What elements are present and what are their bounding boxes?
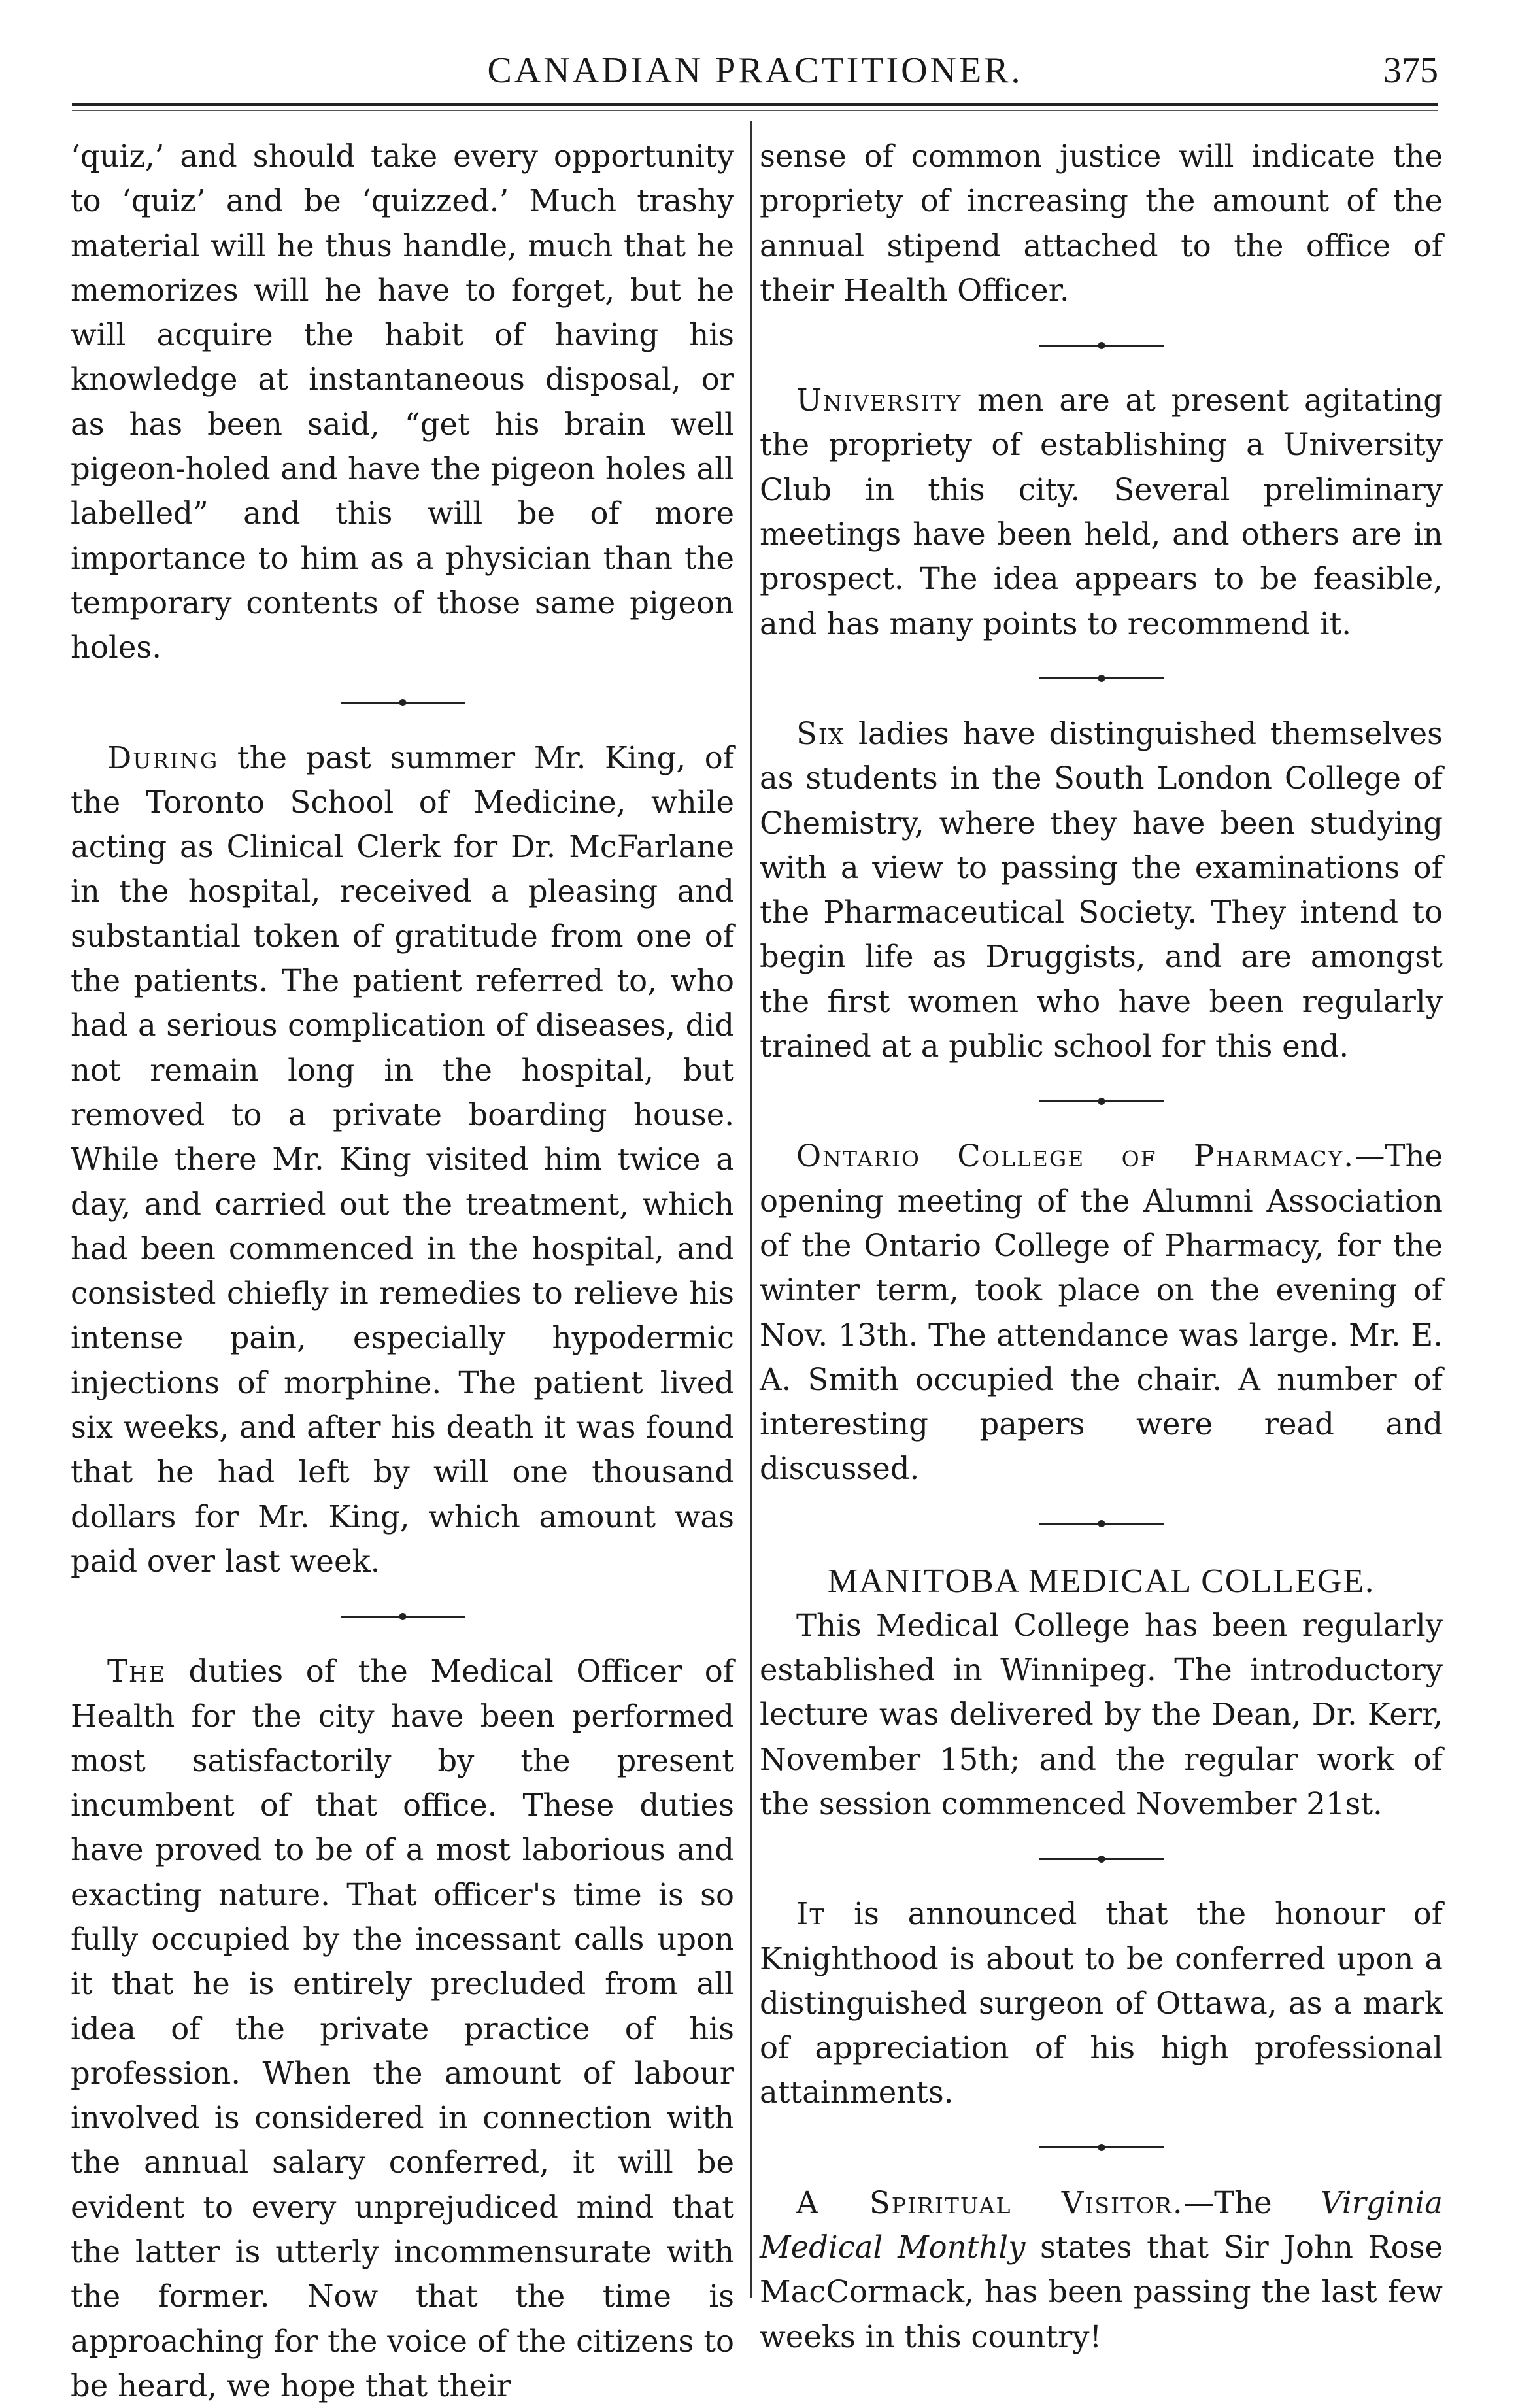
paragraph-mr-king: During the past summer Mr. King, of the Toronto School of Medicine, while acting as Clinical Clerk for Dr. McFarlane in the hospital, received a pleasing and substantial token of gratitude from one of the patients. The patient referred to, who had a serious complication of diseases, did not remain long in the hospital, but removed to a private boarding house. While there Mr. King visited him twice a day, and carried out the treatment, which had been commenced in the hospital, and consisted chiefly in remedies to relieve his intense pain, especially hypodermic injections of morphine. The patient lived six weeks, and after his death it was found that he had left by will one thousand dollars for Mr. King, which amount was paid over last week. xyxy=(71,739,734,1579)
lead-heading: Ontario College of Pharmacy. xyxy=(796,1138,1355,1174)
header-rule-thin xyxy=(72,110,1438,111)
page-header xyxy=(65,38,1445,97)
paragraph-manitoba: This Medical College has been regularly established in Winnipeg. The introductory lecture was delivered by the Dean, Dr. Kerr, November 15th; and the regular work of the session commenced November 21st. xyxy=(760,1607,1443,1822)
paragraph-university-club: University men are at present agitating the propriety of establishing a University Club in this city. Several preliminary meetings have been held, and others are in prospect. The idea appears to be feasible, and has many points to recommend it. xyxy=(760,382,1443,641)
separator xyxy=(71,1584,734,1649)
paragraph-ontario-college: Ontario College of Pharmacy.—The opening meeting of the Alumni Association of the Ontario College of Pharmacy, for the winter term, took place on the evening of Nov. 13th. The attendance was large. Mr. E. A. Smith occupied the chair. A number of interesting papers were read and discussed. xyxy=(760,1138,1443,1487)
paragraph-health-officer-continued: sense of common justice will indicate the propriety of increasing the amount of the annual stipend attached to the office of their Health Officer. xyxy=(760,139,1443,308)
journal-name: Virginia Medical Monthly xyxy=(760,2184,1443,2265)
separator xyxy=(760,1491,1443,1557)
paragraph-quiz-continued: ‘quiz,’ and should take every opportunity to ‘quiz’ and be ‘quizzed.’ Much trashy material will he thus handle, much that he memorizes will he have to forget, but he will acquire the habit of having his knowledge at instantaneous disposal, or as has been said, “get his brain well pigeon-holed and have the pigeon holes all labelled” and this will be of more importance to him as a physician than the temporary contents of those same pigeon holes. xyxy=(71,139,734,666)
separator xyxy=(760,1826,1443,1891)
paragraph-six-ladies: Six ladies have distinguished themselves as students in the South London College of Chemistry, where they have been studying with a view to passing the examinations of the Pharmaceutical Society. They intend to begin life as Druggists, and are amongst the first women who have been regularly trained at a public school for this end. xyxy=(760,715,1443,1064)
lead-word: The xyxy=(107,1653,166,1689)
paragraph-knighthood: It is announced that the honour of Knighthood is about to be conferred upon a distinguished surgeon of Ottawa, as a mark of appreciation of his high professional attainments. xyxy=(760,1896,1443,2111)
lead-word: Six xyxy=(796,715,845,751)
lead-word: It xyxy=(796,1896,826,1932)
lead-heading: A Spiritual Visitor. xyxy=(796,2184,1184,2220)
separator xyxy=(760,2115,1443,2180)
separator xyxy=(760,313,1443,378)
page-number: 375 xyxy=(1383,50,1438,91)
journal-title: CANADIAN PRACTITIONER. xyxy=(487,50,1023,91)
header-rule xyxy=(72,103,1438,106)
section-heading-manitoba: MANITOBA MEDICAL COLLEGE. xyxy=(827,1562,1375,1600)
lead-word: University xyxy=(796,382,962,418)
paragraph-spiritual-visitor: A Spiritual Visitor.—The Virginia Medical Monthly states that Sir John Rose MacCormack, has been passing the last few weeks in this country! xyxy=(760,2184,1443,2354)
right-column xyxy=(760,134,1443,2359)
column-divider xyxy=(750,121,752,2298)
lead-word: During xyxy=(107,739,219,775)
separator xyxy=(760,646,1443,711)
left-column xyxy=(71,134,734,2408)
separator xyxy=(71,670,734,736)
separator xyxy=(760,1068,1443,1134)
paragraph-health-officer: The duties of the Medical Officer of Health for the city have been performed most satisfactorily by the present incumbent of that office. These duties have proved to be of a most laborious and exacting nature. That officer's time is so fully occupied by the incessant calls upon it that he is entirely precluded from all idea of the private practice of his profession. When the amount of labour involved is considered in connection with the annual salary conferred, it will be evident to every unprejudiced mind that the latter is utterly incommensurate with the former. Now that the time is approaching for the voice of the citizens to be heard, we hope that their xyxy=(71,1653,734,2403)
